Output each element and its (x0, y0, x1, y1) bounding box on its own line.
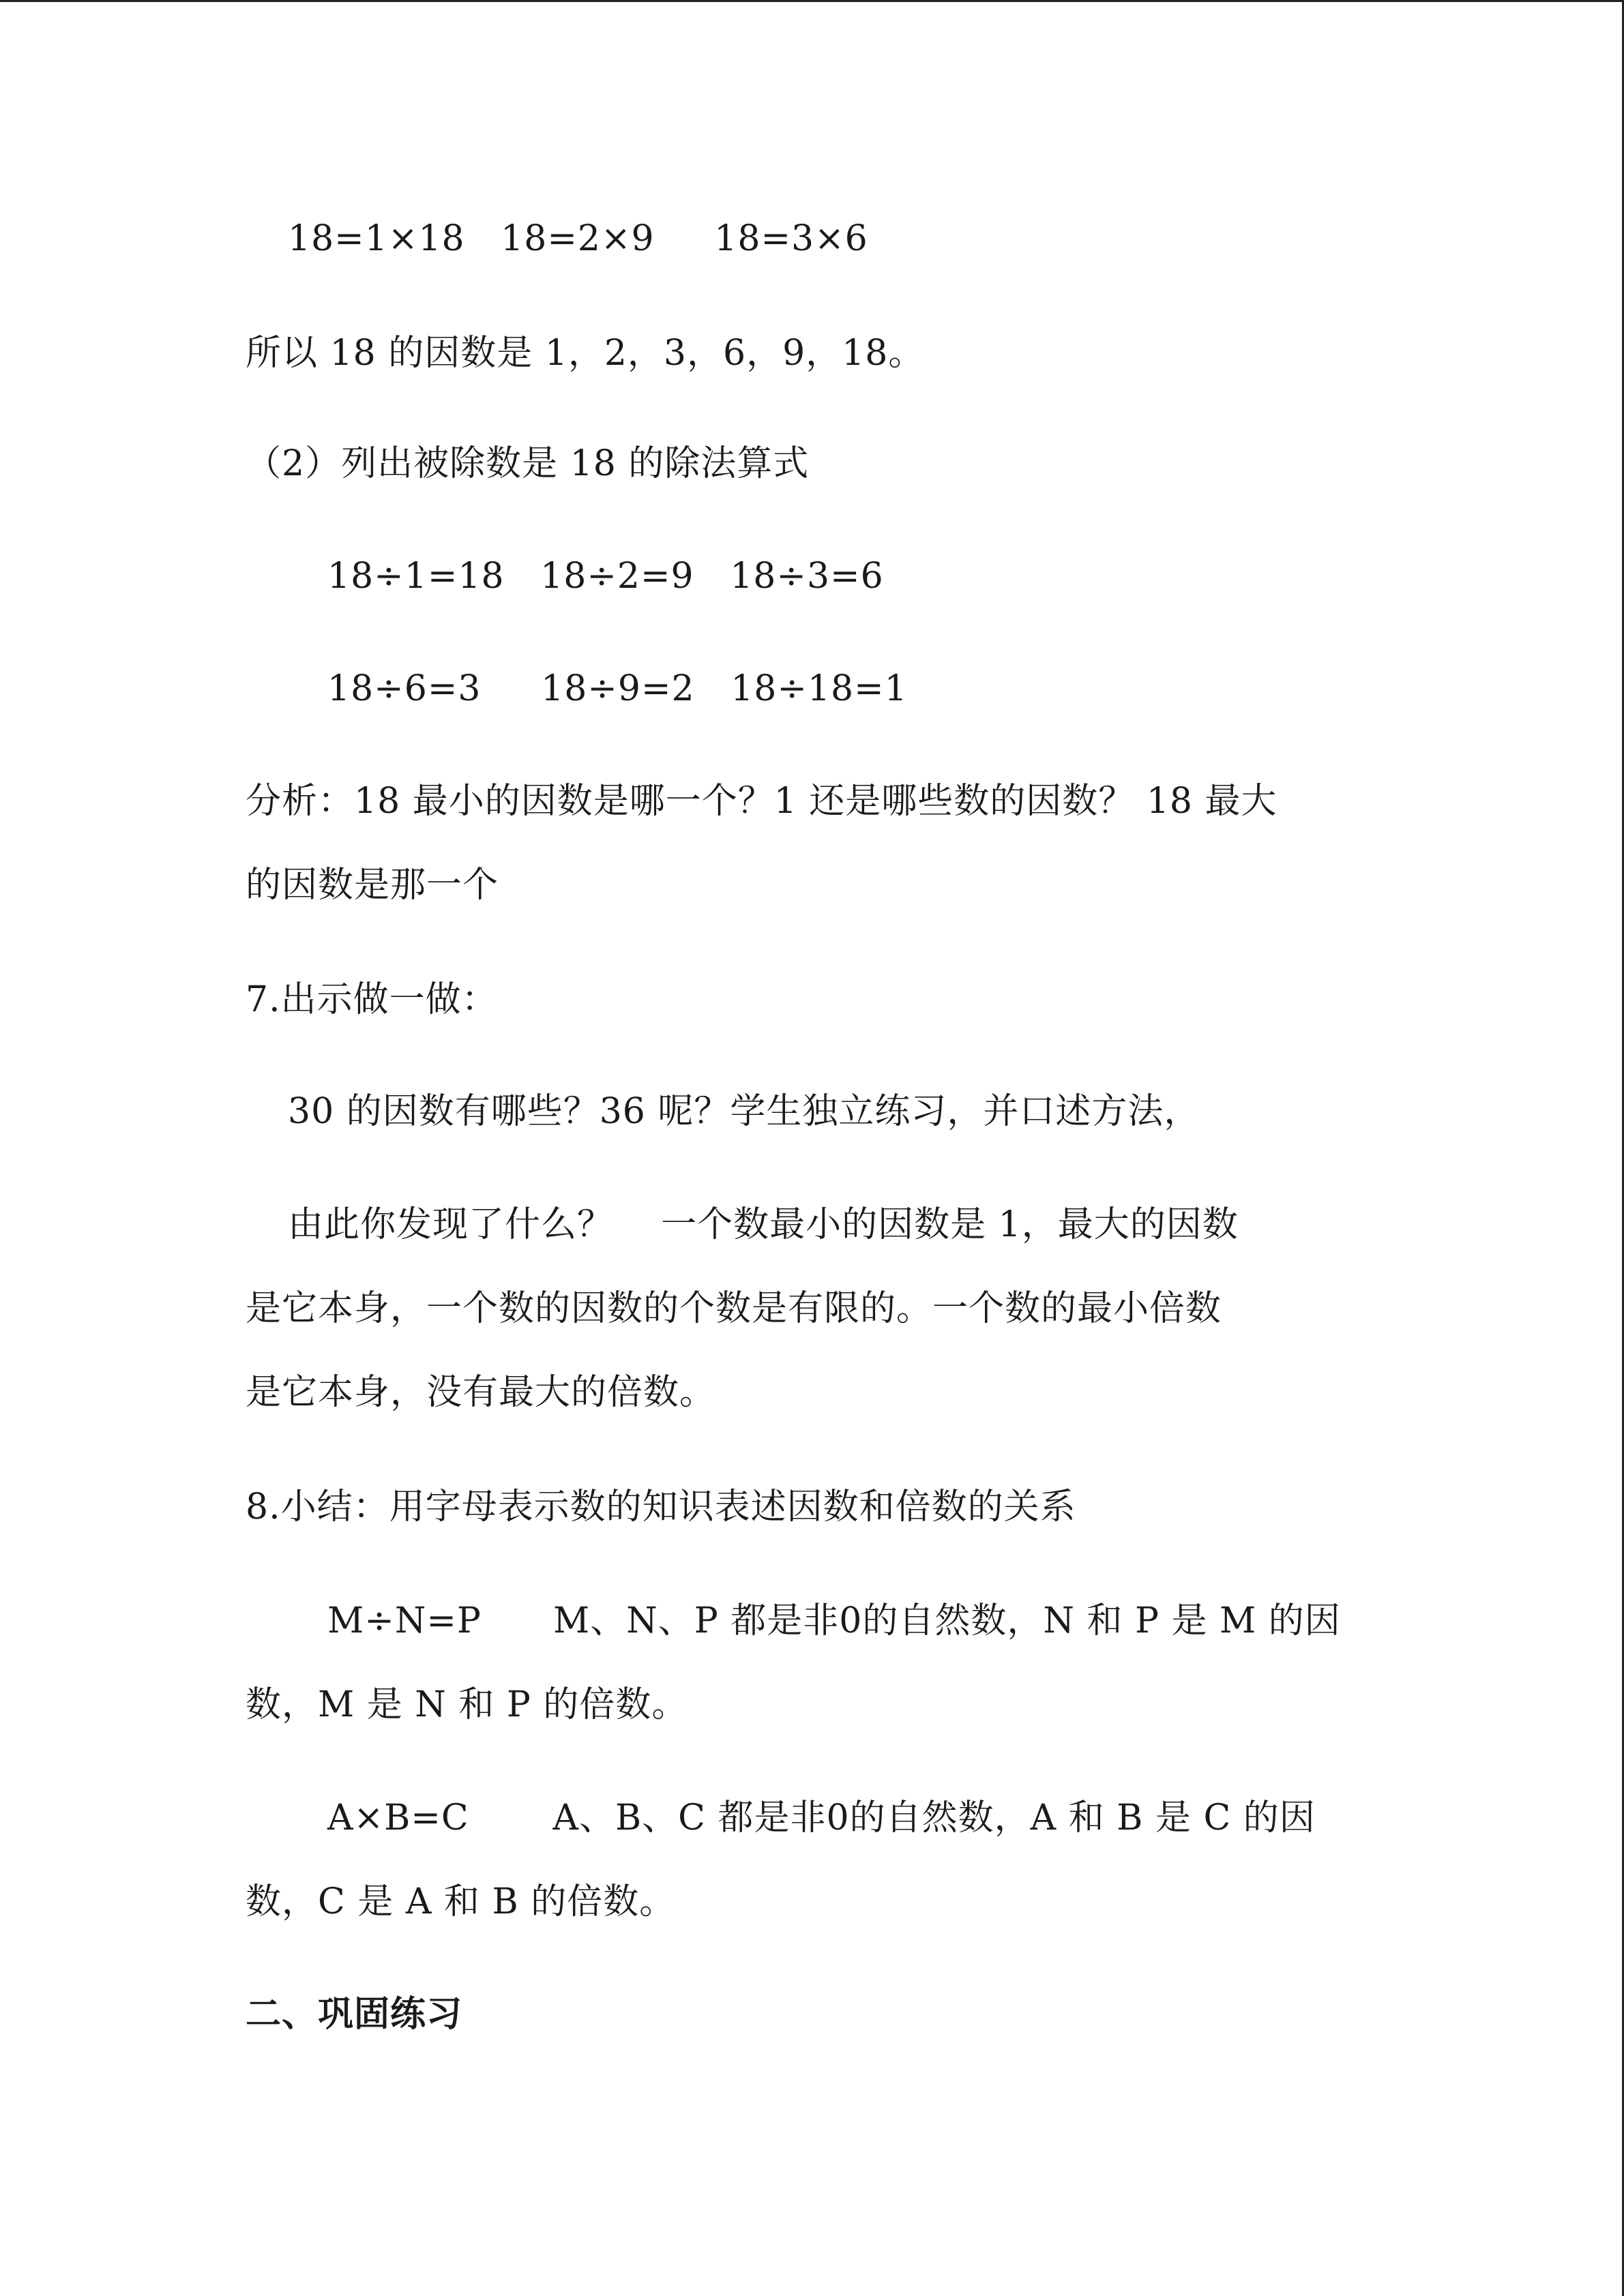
division-equations-row-1: 18÷1=18 18÷2=9 18÷3=6 (327, 556, 884, 597)
multiplication-relation-line-1: A×B=C A、B、C 都是非0的自然数，A 和 B 是 C 的因 (327, 1798, 1316, 1838)
division-relation-line-2: 数，M 是 N 和 P 的倍数。 (246, 1684, 688, 1725)
division-relation-line-1: M÷N=P M、N、P 都是非0的自然数，N 和 P 是 M 的因 (327, 1600, 1341, 1641)
multiplication-relation-line-2: 数，C 是 A 和 B 的倍数。 (246, 1881, 676, 1922)
section-heading-consolidation-practice: 二、巩固练习 (246, 1993, 463, 2035)
discovery-paragraph-line-3: 是它本身，没有最大的倍数。 (246, 1372, 716, 1413)
multiplication-equations: 18=1×18 18=2×9 18=3×6 (288, 218, 868, 259)
exercise-7-heading: 7.出示做一做： (246, 979, 498, 1020)
summary-heading: 8.小结：用字母表示数的知识表述因数和倍数的关系 (246, 1487, 1076, 1527)
analysis-paragraph-line-2: 的因数是那一个 (246, 865, 499, 906)
discovery-paragraph-line-1: 由此你发现了什么？ 一个数最小的因数是 1，最大的因数 (288, 1204, 1239, 1245)
division-equations-row-2: 18÷6=3 18÷9=2 18÷18=1 (327, 668, 908, 709)
discovery-paragraph-line-2: 是它本身，一个数的因数的个数是有限的。一个数的最小倍数 (246, 1288, 1222, 1329)
page-top-border (0, 0, 1624, 2)
exercise-7-question: 30 的因数有哪些？36 呢？学生独立练习，并口述方法， (288, 1091, 1200, 1132)
factors-of-18-statement: 所以 18 的因数是 1，2，3，6，9，18。 (246, 333, 925, 374)
analysis-paragraph-line-1: 分析：18 最小的因数是哪一个？1 还是哪些数的因数？ 18 最大 (246, 781, 1278, 822)
division-list-heading: （2）列出被除数是 18 的除法算式 (246, 443, 810, 484)
